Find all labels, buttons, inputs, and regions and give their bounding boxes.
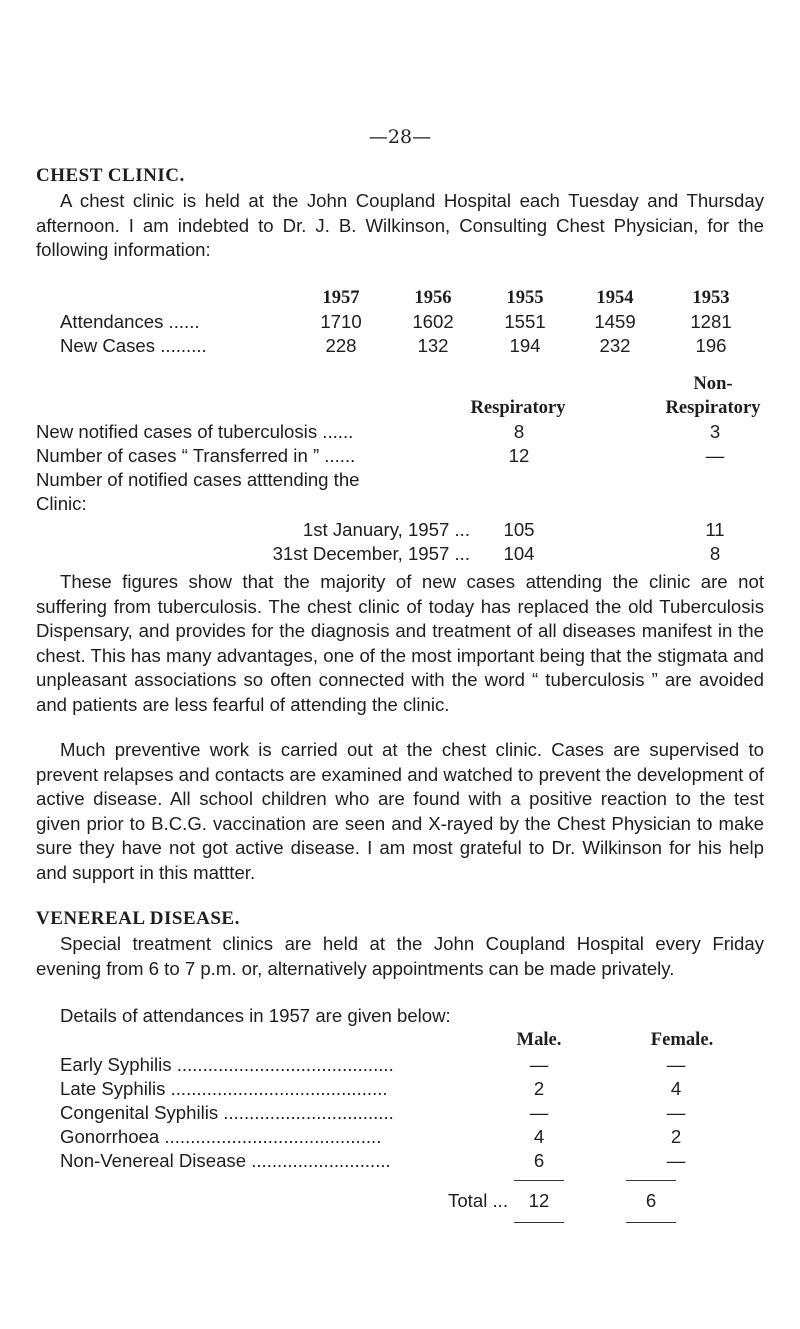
total-rule-bottom-female [626,1222,676,1223]
respiratory-header: Respiratory [470,397,566,418]
tb-row-label: Number of cases “ Transferred in ” ...... [36,445,356,466]
attendances-value: 1710 [320,311,362,332]
vd-row-female: 4 [670,1078,682,1099]
vd-row-male: 6 [533,1150,545,1171]
year-header: 1957 [322,287,360,308]
new-cases-value: 132 [417,335,449,356]
total-rule-bottom-male [514,1222,564,1223]
vd-row-female: — [666,1150,686,1171]
total-label: Total ... [448,1190,508,1211]
attendances-label: Attendances ...... [60,311,200,332]
vd-row-female: 2 [670,1126,682,1147]
tb-row-respiratory: 8 [513,421,525,442]
page-number: —28— [368,126,432,148]
attendances-value: 1551 [504,311,546,332]
vd-row-label: Early Syphilis .......................................... [60,1054,394,1075]
vd-row-male: 4 [533,1126,545,1147]
non-respiratory-header-line1: Non- [693,373,733,394]
attendances-value: 1602 [412,311,454,332]
tb-row-label: New notified cases of tuberculosis ...... [36,421,354,442]
vd-row-male: — [529,1054,549,1075]
year-header: 1954 [596,287,634,308]
year-header: 1956 [414,287,452,308]
attending-label-line2: Clinic: [36,493,87,514]
venereal-disease-details: Details of attendances in 1957 are given below: [60,1005,451,1026]
vd-row-label: Non-Venereal Disease ........................... [60,1150,391,1171]
tb-row-non-respiratory: 3 [709,421,721,442]
vd-row-male: 2 [533,1078,545,1099]
venereal-disease-heading: VENEREAL DISEASE. [36,908,240,929]
chest-clinic-paragraph-1: These figures show that the majority of new cases attending the clinic are not suffering from tuberculosis. The chest clinic of today has replaced the old Tuberculosis Dispensary, and provides for the diagnosis and treatment of all diseases manifest in the chest. This has many advantages, one of the most important being that the stigmata and unpleasant associations so often connected with the word “ tuberculosis ” are avoided and patients are less fearful of attending the clinic. [36,571,764,715]
vd-row-male: — [529,1102,549,1123]
attending-row-label: 31st December, 1957 ... [272,543,470,564]
total-rule-top-female [626,1180,676,1181]
new-cases-value: 228 [325,335,357,356]
chest-clinic-intro: A chest clinic is held at the John Coupland Hospital each Tuesday and Thursday afternoon. I am indebted to Dr. J. B. Wilkinson, Consulting Chest Physician, for the following information: [36,190,764,260]
new-cases-value: 196 [695,335,727,356]
tb-row-non-respiratory: — [705,445,725,466]
tb-row-respiratory: 12 [508,445,530,466]
attending-row-non-respiratory: 8 [709,543,721,564]
attending-row-non-respiratory: 11 [705,519,725,540]
total-male: 12 [528,1190,550,1211]
attendances-value: 1459 [594,311,636,332]
total-female: 6 [645,1190,657,1211]
venereal-disease-intro: Special treatment clinics are held at the John Coupland Hospital every Friday evening from 6 to 7 p.m. or, alternatively appointments can be made privately. [36,933,764,979]
female-header: Female. [650,1029,714,1050]
vd-row-female: — [666,1102,686,1123]
vd-row-label: Gonorrhoea .......................................... [60,1126,382,1147]
attending-row-respiratory: 105 [503,519,535,540]
year-header: 1955 [506,287,544,308]
chest-clinic-paragraph-2: Much preventive work is carried out at the chest clinic. Cases are supervised to prevent relapses and contacts are examined and watched to prevent the development of active disease. All school children who are found with a positive reaction to the test given prior to B.C.G. vaccination are seen and X-rayed by the Chest Physician to make sure they have not got active disease. I am most grateful to Dr. Wilkinson for his help and support in this mattter. [36,739,764,883]
attending-label-line1: Number of notified cases atttending the [36,469,360,490]
male-header: Male. [516,1029,562,1050]
attendances-value: 1281 [690,311,732,332]
non-respiratory-header-line2: Respiratory [665,397,761,418]
attending-row-respiratory: 104 [503,543,535,564]
total-rule-top-male [514,1180,564,1181]
vd-row-label: Late Syphilis .......................................... [60,1078,388,1099]
vd-row-label: Congenital Syphilis ................................. [60,1102,394,1123]
vd-row-female: — [666,1054,686,1075]
attending-row-label: 1st January, 1957 ... [302,519,470,540]
chest-clinic-heading: CHEST CLINIC. [36,165,185,186]
new-cases-value: 232 [599,335,631,356]
new-cases-label: New Cases ......... [60,335,207,356]
new-cases-value: 194 [509,335,541,356]
year-header: 1953 [692,287,730,308]
